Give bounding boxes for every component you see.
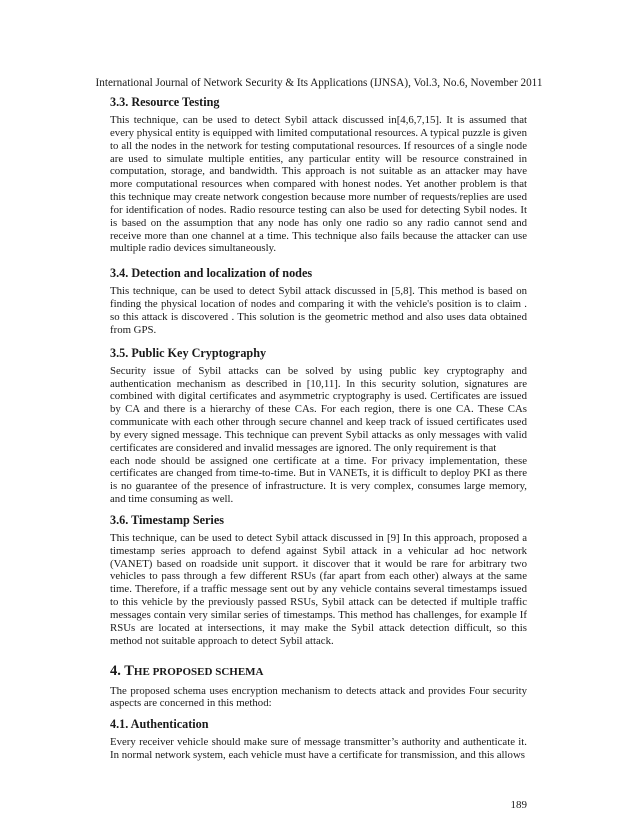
paragraph-authentication: Every receiver vehicle should make sure of message transmitter’s authority and authenticate it. In normal network system, each vehicle must have a certificate for transmission, and this allows xyxy=(110,736,527,762)
paragraph-timestamp-series: This technique, can be used to detect Sybil attack discussed in [9] In this approach, proposed a timestamp series approach to defend against Sybil attack in a vehicular ad hoc network (VANET) based on roadside unit support. it discover that it would be rare for arbitrary two vehicles to pass through a few different RSUs (far apart from each other) always at the same time. Therefore, if a traffic message sent out by any vehicle contains several timestamps issued to this vehicle by the previously passed RSUs, Sybil attack can be detected if multiple traffic messages contain very similar series of timestamps. This method has challenges, for example If RSUs are located at intersections, it may make the Sybil attack detection difficult, so this method not suitable approach to detect Sybil attack. xyxy=(110,531,527,647)
running-header: International Journal of Network Security & Its Applications (IJNSA), Vol.3, No.6, November 2011 xyxy=(95,77,543,89)
section-heading-4-1: 4.1. Authentication xyxy=(110,717,209,732)
paragraph-public-key-2: each node should be assigned one certificate at a time. For privacy implementation, these certificates are changed from time-to-time. But in VANETs, it is difficult to deploy PKI as there is no guarantee of the presence of infrastructure. It is very complex, consumes large memory, and time consuming as well. xyxy=(110,454,527,506)
paragraph-public-key-1: Security issue of Sybil attacks can be solved by using public key cryptography and authentication mechanism as described in [10,11]. In this security solution, signatures are combined with digital certificates and asymmetric cryptography is used. Certificates are issued by CA and there is a hierarchy of these CAs. For each region, there is one CA. These CAs communicate with each other through secure channel and keep track of issued certificates used by every signed message. This technique can prevent Sybil attacks as only messages with valid certificates are considered and invalid messages are ignored. The only requirement is that xyxy=(110,364,527,454)
paragraph-proposed-schema: The proposed schema uses encryption mechanism to detects attack and provides Four security aspects are concerned in this method: xyxy=(110,684,527,710)
page-number: 189 xyxy=(510,799,527,811)
heading-4-rest: HE PROPOSED SCHEMA xyxy=(133,665,264,678)
section-heading-4 xyxy=(110,662,527,682)
heading-4-number: 4. T xyxy=(110,662,134,679)
paragraph-resource-testing: This technique, can be used to detect Sybil attack discussed in[4,6,7,15]. It is assumed that every physical entity is equipped with limited computational resources. A typical puzzle is given to all the nodes in the network for testing computational resources. If resources of a single node are used to simulate multiple entities, any particular entity will be resource constrained in computation, storage, and bandwidth. This approach is not suitable as an attacker may have more computational resources when compared with honest nodes. Yet another problem is that this technique may create network congestion because more number of requests/replies are used for identification of nodes. Radio resource testing can also be used for detecting Sybil nodes. It is based on the assumption that any node has only one radio so any radio cannot send and receive more than one channel at a time. This technique also fails because the attacker can use multiple radio devices simultaneously. xyxy=(110,114,527,255)
paragraph-detection-localization: This technique, can be used to detect Sybil attack discussed in [5,8]. This method is based on finding the physical location of nodes and comparing it with the vehicle's position is to claim . so this attack is discovered . This solution is the geometric method and also uses data obtained from GPS. xyxy=(110,285,527,336)
section-heading-3-3: 3.3. Resource Testing xyxy=(110,95,220,109)
article-body xyxy=(110,92,527,762)
section-heading-3-4: 3.4. Detection and localization of nodes xyxy=(110,266,313,281)
section-heading-3-6: 3.6. Timestamp Series xyxy=(110,512,224,527)
section-heading-3-5: 3.5. Public Key Cryptography xyxy=(110,345,267,360)
